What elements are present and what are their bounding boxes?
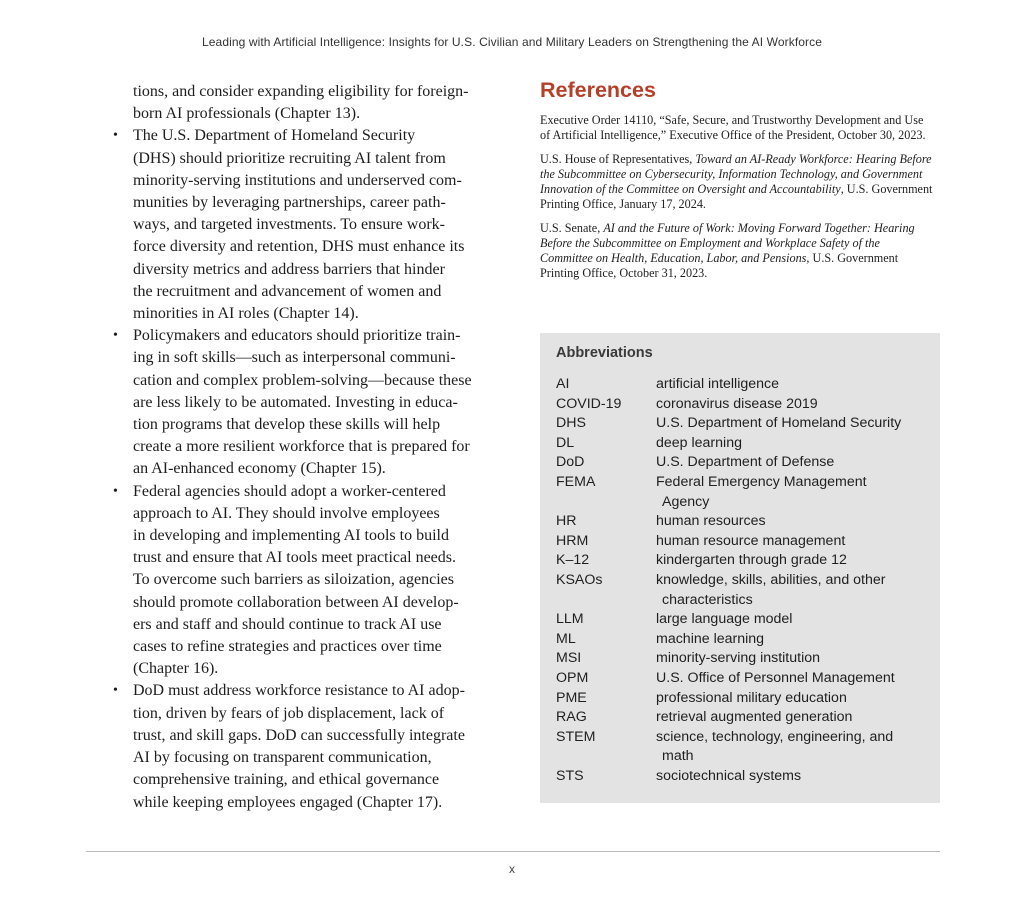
abbreviation-definition [656,708,926,728]
reference-text: , U.S. Government Printing Office, October 31, 2023. [540,251,899,280]
text-line: the recruitment and advancement of women and [133,282,442,300]
definition-line: knowledge, skills, abilities, and other [656,571,886,588]
text-line: AI by focusing on transparent communication, [133,749,432,767]
text-line: munities by leveraging partnerships, career path- [133,194,446,212]
text-line: ways, and targeted investments. To ensure work- [133,216,445,234]
reference-text: , U.S. Government Printing Office, January 17, 2024. [540,182,933,211]
definition-line: characteristics [662,591,753,608]
list-item [112,325,487,480]
references-heading: References [540,78,656,102]
text-line: are less likely to be automated. Investing in educa- [133,393,458,411]
abbreviation-definition [656,532,926,552]
definition-line: human resources [656,513,766,530]
text-line: ing in soft skills—such as interpersonal communi- [133,349,456,367]
abbreviation-row [556,395,926,415]
abbreviation-row [556,649,926,669]
abbreviation-definition [656,414,926,434]
reference-entry [540,221,935,281]
text-line: while keeping employees engaged (Chapter 17). [133,793,443,811]
definition-line: U.S. Department of Defense [656,454,835,471]
text-line: should promote collaboration between AI develop- [133,593,459,611]
reference-entry [540,113,935,143]
definition-line: professional military education [656,689,847,706]
abbreviation-row [556,669,926,689]
definition-line: Federal Emergency Management [656,473,867,490]
abbreviation-definition [656,689,926,709]
abbreviation-row [556,434,926,454]
abbreviation-term: KSAOs [556,571,603,588]
text-line: (Chapter 16). [133,660,219,678]
text-line: diversity metrics and address barriers that hinder [133,260,445,278]
text-line: comprehensive training, and ethical governance [133,771,440,789]
definition-line: large language model [656,611,793,628]
abbreviation-term: AI [556,376,570,392]
abbreviation-term: COVID-19 [556,395,622,412]
abbreviation-row [556,708,926,728]
text-line: The U.S. Department of Homeland Security [133,127,416,145]
reference-text: U.S. Senate, [540,221,604,235]
text-line: tion, driven by fears of job displacement, lack of [133,704,445,722]
abbreviation-definition [656,669,926,689]
text-line: an AI-enhanced economy (Chapter 15). [133,460,386,478]
bullet-icon: • [113,328,118,344]
definition-line: sociotechnical systems [656,767,802,784]
list-item [112,481,487,681]
abbreviation-term: OPM [556,669,589,686]
definition-line: human resource management [656,532,846,549]
definition-line: artificial intelligence [656,376,780,392]
abbreviation-row [556,551,926,571]
reference-text: Executive Order 14110, “Safe, Secure, and Trustworthy Development and Use of Artificial Intelligence,” Executive Office of the President, October 30, 2023. [540,113,926,142]
definition-line: science, technology, engineering, and [656,728,894,745]
definition-line: U.S. Office of Personnel Management [656,669,895,686]
text-line: force diversity and retention, DHS must enhance its [133,238,465,256]
abbreviation-term: DHS [556,415,586,432]
definition-line: coronavirus disease 2019 [656,395,818,412]
definition-line: minority-serving institution [656,650,821,667]
abbreviation-row [556,512,926,532]
footer-divider [86,851,940,852]
bullet-icon: • [113,483,118,499]
definition-line: kindergarten through grade 12 [656,552,847,569]
text-line: Federal agencies should adopt a worker-centered [133,482,446,500]
definition-line: math [662,748,694,765]
abbreviation-definition [656,630,926,650]
text-line: minority-serving institutions and underserved com- [133,171,462,189]
reference-title: Toward an AI-Ready Workforce: Hearing Before the Subcommittee on Cybersecurity, Information Technology, and Government Innovation of the Committee on Oversight and Accountability [540,152,932,196]
abbreviation-term: STS [556,767,584,784]
text-line: (DHS) should prioritize recruiting AI talent from [133,149,446,167]
abbreviation-row [556,610,926,630]
abbreviations-title: Abbreviations [556,345,653,361]
abbreviation-definition [656,375,926,395]
abbreviation-term: DoD [556,454,585,471]
abbreviation-definition [656,512,926,532]
abbreviation-row [556,689,926,709]
abbreviation-definition [656,767,926,787]
abbreviation-definition [656,728,926,767]
left-column [112,81,487,814]
abbreviation-row [556,571,926,610]
abbreviation-term: HR [556,513,577,530]
definition-line: U.S. Department of Homeland Security [656,415,902,432]
definition-line: Agency [662,493,710,510]
abbreviation-definition [656,571,926,610]
text-line: approach to AI. They should involve employees [133,504,440,522]
text-line: create a more resilient workforce that is prepared for [133,438,470,456]
page-number: x [509,862,515,876]
continued-paragraph [133,81,487,125]
abbreviation-definition [656,434,926,454]
abbreviation-term: LLM [556,611,584,628]
reference-title: AI and the Future of Work: Moving Forward Together: Hearing Before the Subcommittee on Employment and Workplace Safety of the Committee on Health, Education, Labor, and Pensions [540,221,915,265]
abbreviation-row [556,375,926,395]
definition-line: deep learning [656,434,742,451]
definition-line: retrieval augmented generation [656,709,853,726]
abbreviation-term: STEM [556,728,596,745]
bullet-icon: • [113,683,118,699]
abbreviation-term: ML [556,630,576,647]
abbreviations-table [556,375,926,786]
abbreviation-term: FEMA [556,473,596,490]
recommendations-list [112,125,487,813]
abbreviation-row [556,767,926,787]
text-line: DoD must address workforce resistance to AI adop- [133,682,465,700]
text-line: born AI professionals (Chapter 13). [133,105,361,123]
abbreviation-term: MSI [556,650,582,667]
abbreviation-row [556,473,926,512]
abbreviation-term: RAG [556,709,587,726]
text-line: To overcome such barriers as siloization, agencies [133,571,454,589]
running-header: Leading with Artificial Intelligence: Insights for U.S. Civilian and Military Leaders on Strengthening the AI Workforce [202,35,822,49]
abbreviation-definition [656,395,926,415]
abbreviation-definition [656,649,926,669]
list-item [112,680,487,813]
abbreviation-definition [656,610,926,630]
text-line: tions, and consider expanding eligibility for foreign- [133,83,469,100]
abbreviation-definition [656,551,926,571]
abbreviation-term: PME [556,689,587,706]
text-line: trust, and skill gaps. DoD can successfully integrate [133,726,465,744]
text-line: minorities in AI roles (Chapter 14). [133,305,359,323]
reference-entry [540,152,935,212]
list-item [112,125,487,325]
abbreviation-row [556,453,926,473]
abbreviation-definition [656,473,926,512]
text-line: cases to refine strategies and practices over time [133,638,442,656]
text-line: in developing and implementing AI tools to build [133,527,449,545]
text-line: Policymakers and educators should prioritize train- [133,327,461,345]
abbreviation-term: HRM [556,532,589,549]
abbreviations-box [540,333,940,803]
abbreviation-term: DL [556,434,575,451]
text-line: trust and ensure that AI tools meet practical needs. [133,549,457,567]
abbreviation-term: K–12 [556,552,590,569]
abbreviation-row [556,414,926,434]
text-line: tion programs that develop these skills will help [133,416,441,434]
reference-text: U.S. House of Representatives, [540,152,696,166]
references-list [540,113,940,281]
bullet-icon: • [113,128,118,144]
text-line: ers and staff and should continue to track AI use [133,615,442,633]
abbreviation-row [556,630,926,650]
definition-line: machine learning [656,630,765,647]
abbreviation-row [556,728,926,767]
abbreviation-definition [656,453,926,473]
references-section [540,78,940,281]
abbreviation-row [556,532,926,552]
text-line: cation and complex problem-solving—because these [133,371,472,389]
